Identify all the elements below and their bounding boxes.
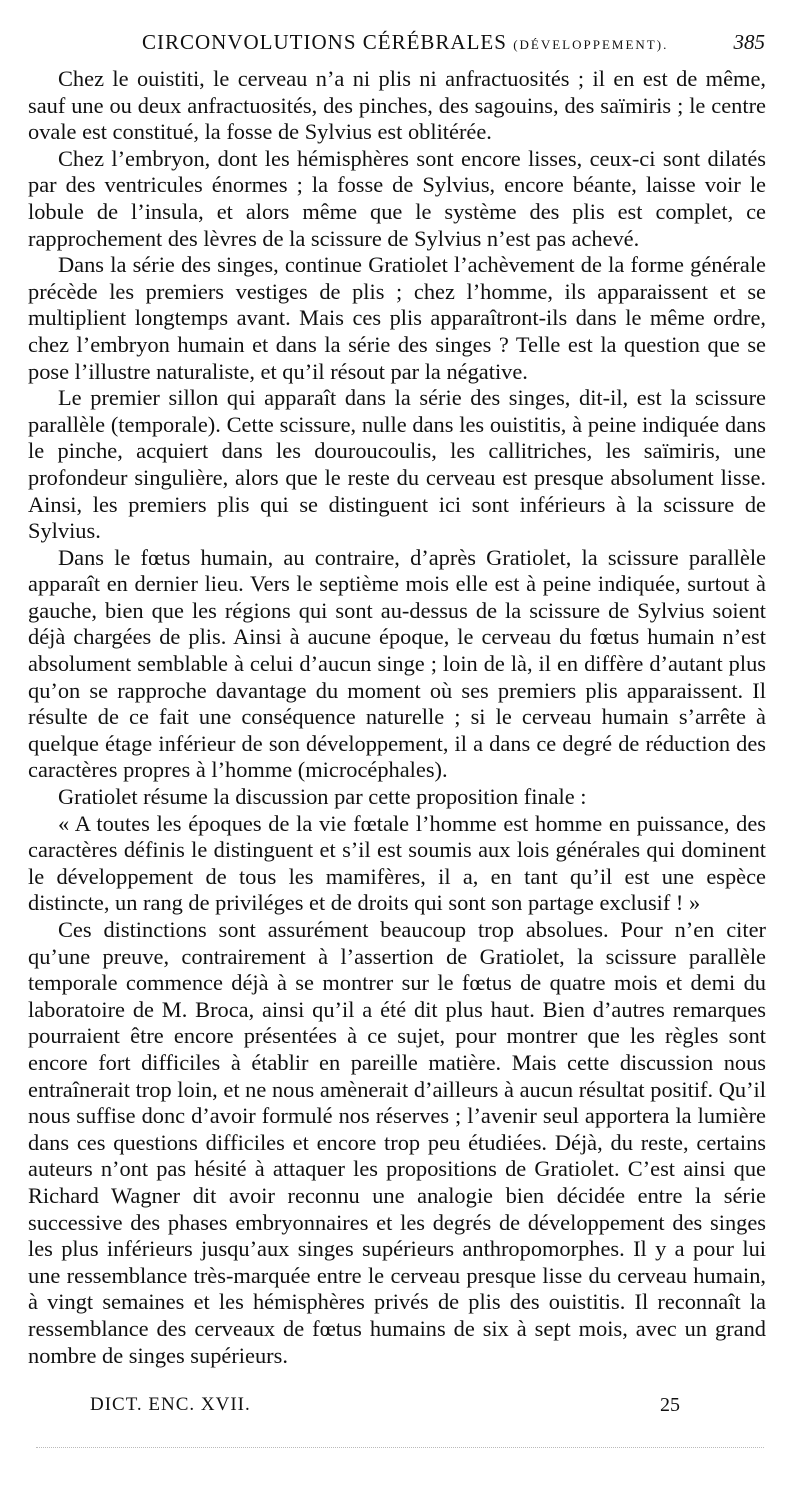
header-title — [142, 30, 668, 55]
signature-mark: DICT. ENC. XVII. — [90, 1394, 251, 1415]
paragraph: Le premier sillon qui apparaît dans la série des singes, dit-il, est la scissure parallèle (temporale). Cette scissure, nulle dans les ouistitis, à peine indiquée dans le pinche, acquiert dans les douroucoulis, les callitriches, les saïmiris, une profondeur singulière, alors que le reste du cerveau est presque absolument lisse. Ainsi, les premiers plis qui se distinguent ici sont inférieurs à la scissure de Sylvius. — [28, 385, 766, 544]
signature-line — [90, 1394, 680, 1420]
paragraph: Dans la série des singes, continue Gratiolet l’achèvement de la forme générale précède les premiers vestiges de plis ; chez l’homme, ils apparaissent et se multiplient longtemps avant. Mais ces plis apparaîtront-ils dans le même ordre, chez l’embryon humain et dans la série des singes ? Telle est la question que se pose l’illustre naturaliste, et qu’il résout par la négative. — [28, 252, 766, 384]
header-subtitle: (DÉVELOPPEMENT). — [513, 37, 669, 52]
signature-number: 25 — [660, 1394, 680, 1416]
paragraph: Chez le ouistiti, le cerveau n’a ni plis ni anfractuosités ; il en est de même, sauf une ou deux anfractuosités, des pinches, des sagouins, des saïmiris ; le centre ovale est constitué, la fosse de Sylvius est oblitérée. — [28, 66, 766, 145]
bottom-divider — [36, 1447, 764, 1448]
quotation-paragraph: « A toutes les époques de la vie fœtale l’homme est homme en puissance, des caractères définis le distinguent et s’il est soumis aux lois générales qui dominent le développement de tous les mamifères, il a, en tant qu’il est une espèce distincte, un rang de priviléges et de droits qui sont son partage exclusif ! » — [28, 810, 766, 916]
page-number: 385 — [733, 30, 765, 54]
body-text — [28, 66, 766, 1369]
paragraph: Dans le fœtus humain, au contraire, d’après Gratiolet, la scissure parallèle apparaît en dernier lieu. Vers le septième mois elle est à peine indiquée, surtout à gauche, bien que les régions qui sont au-dessus de la scissure de Sylvius soient déjà chargées de plis. Ainsi à aucune époque, le cerveau du fœtus humain n’est absolument semblable à celui d’aucun singe ; loin de là, il en diffère d’autant plus qu’on se rapproche davantage du moment où ses premiers plis apparaissent. Il résulte de ce fait une conséquence naturelle ; si le cerveau humain s’arrête à quelque étage inférieur de son développement, il a dans ce degré de réduction des caractères propres à l’homme (microcéphales). — [28, 544, 766, 783]
paragraph: Ces distinctions sont assurément beaucoup trop absolues. Pour n’en citer qu’une preuve, contrairement à l’assertion de Gratiolet, la scissure parallèle temporale commence déjà à se montrer sur le fœtus de quatre mois et demi du laboratoire de M. Broca, ainsi qu’il a été dit plus haut. Bien d’autres remarques pourraient être encore présentées à ce sujet, pour montrer que les règles sont encore fort difficiles à établir en pareille matière. Mais cette discussion nous entraînerait trop loin, et ne nous amènerait d’ailleurs à aucun résultat positif. Qu’il nous suffise donc d’avoir formulé nos réserves ; l’avenir seul apportera la lumière dans ces questions difficiles et encore trop peu étudiées. Déjà, du reste, certains auteurs n’ont pas hésité à attaquer les propositions de Gratiolet. C’est ainsi que Richard Wagner dit avoir reconnu une analogie bien décidée entre la série successive des phases embryonnaires et les degrés de développement des singes les plus inférieurs jusqu’aux singes supérieurs anthropomorphes. Il y a pour lui une ressemblance très-marquée entre le cerveau presque lisse du cerveau humain, à vingt semaines et les hémisphères privés de plis des ouistitis. Il reconnaît la ressemblance des cerveaux de fœtus humains de six à sept mois, avec un grand nombre de singes supérieurs. — [28, 917, 766, 1368]
paragraph: Chez l’embryon, dont les hémisphères sont encore lisses, ceux-ci sont dilatés par des ventricules énormes ; la fosse de Sylvius, encore béante, laisse voir le lobule de l’insula, et alors même que le système des plis est complet, ce rapprochement des lèvres de la scissure de Sylvius n’est pas achevé. — [28, 145, 766, 251]
header-title-text: CIRCONVOLUTIONS CÉRÉBRALES — [142, 30, 507, 54]
paragraph: Gratiolet résume la discussion par cette proposition finale : — [58, 784, 587, 810]
running-header — [60, 30, 765, 62]
